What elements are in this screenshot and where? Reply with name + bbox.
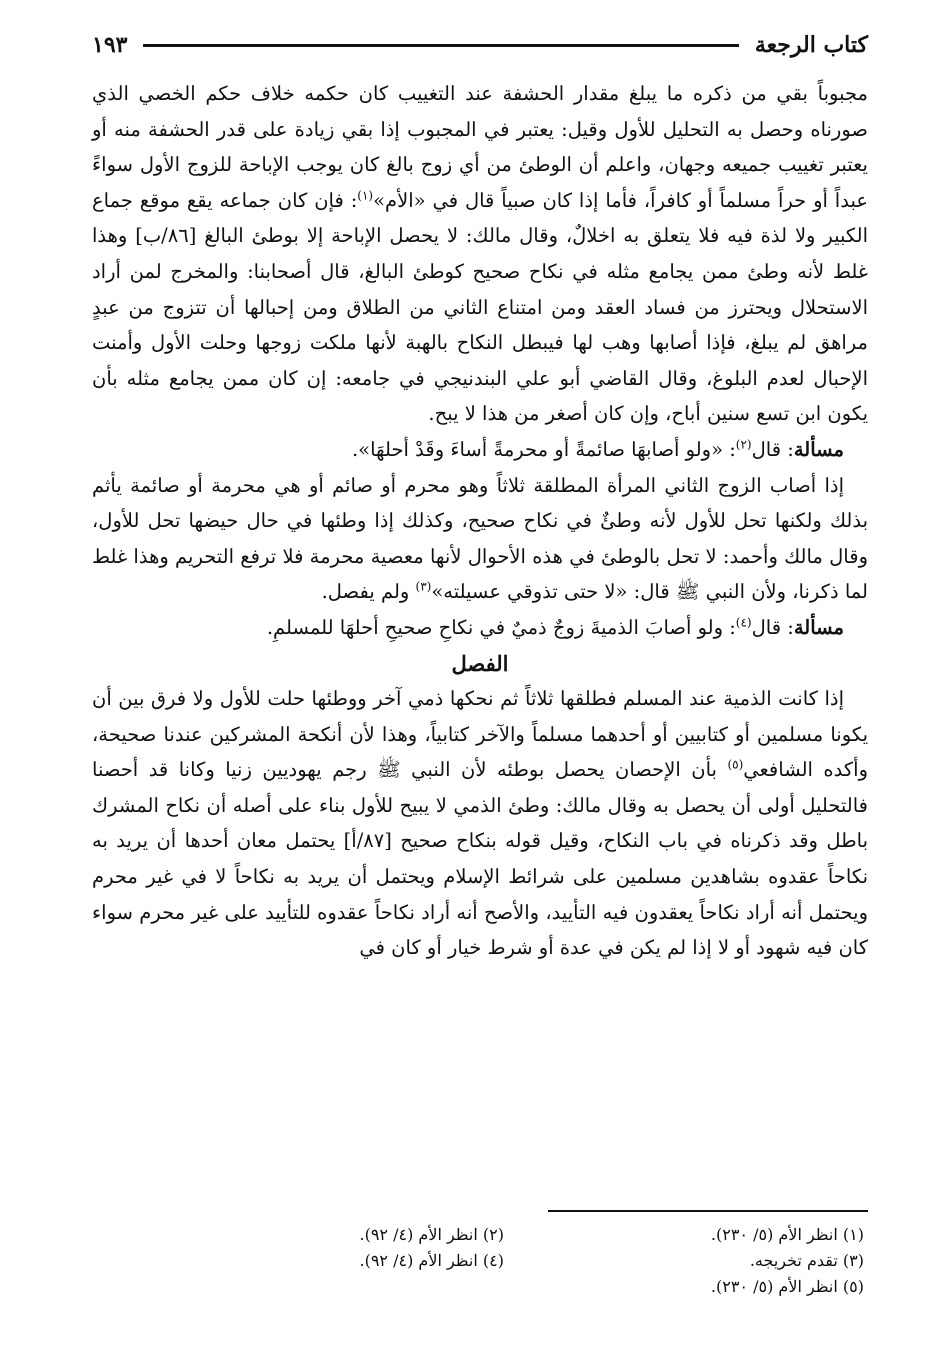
footnote-separator xyxy=(548,1210,868,1212)
footnote-2: (٢) انظر الأم (٤/ ٩٢). xyxy=(359,1225,504,1244)
header-rule xyxy=(143,44,738,47)
paragraph-1-text: مجبوباً بقي من ذكره ما يبلغ مقدار الحشفة عند التغييب كان حكمه خلاف حكم الخصي الذي صورناه وحصل به التحليل للأول وقيل: يعتبر في المجبوب إذا بقي زيادة على قدر الحشفة منه أو يعتبر تغييب جميعه وجهان، واعلم أن الوطئ من أي زوج بالغ كان يوجب الإباحة للزوج الأول سواءً عبداً أو حراً مسلماً أو كافراً، فأما إذا كان صبياً قال في «الأم» xyxy=(92,82,868,212)
masala-2-text-a: : قال xyxy=(751,615,794,639)
footnote-4: (٤) انظر الأم (٤/ ٩٢). xyxy=(359,1251,504,1270)
masala-2-text-b: : ولو أصابَ الذميةَ زوجٌ ذميٌ في نكاحِ صحيحِ أحلهَا للمسلمِ. xyxy=(266,615,736,639)
header-title: كتاب الرجعة xyxy=(754,32,868,58)
paragraph-2 xyxy=(92,468,868,610)
section-title: الفصل xyxy=(451,650,509,676)
masala-1-label: مسألة xyxy=(793,437,844,461)
footnote-1: (١) انظر الأم (٥/ ٢٣٠). xyxy=(710,1225,864,1244)
masala-1-text-b: : «ولو أصابهَا صائمةً أو محرمةً أساءَ وقَدْ أحلهَا». xyxy=(351,437,736,461)
masala-2-label: مسألة xyxy=(793,615,844,639)
footnote-3: (٣) تقدم تخريجه. xyxy=(749,1251,864,1270)
paragraph-2-text: إذا أصاب الزوج الثاني المرأة المطلقة ثلاثاً وهو محرم أو صائم أو هي محرمة أو صائمة يأثم بذلك ولكنها تحل للأول لأنه وطئٌ في نكاح صحيح، وكذلك إذا وطئها في حال حيضها تحل للأول، وقال مالك وأحمد: لا تحل بالوطئ في هذه الأحوال لأنها معصية محرمة فلا ترفع التحريم وهذا غلط لما ذكرنا، ولأن النبي ﷺ قال: «لا حتى تذوقي عسيلته» xyxy=(92,473,868,604)
footnote-ref-3: (٣) xyxy=(415,579,432,594)
footnote-ref-5: (٥) xyxy=(727,757,744,772)
main-text xyxy=(92,76,868,966)
paragraph-2-text-cont: ولم يفصل. xyxy=(321,580,416,604)
masala-1-text-a: : قال xyxy=(751,437,794,461)
footnotes xyxy=(264,1222,864,1300)
paragraph-1-text-cont: : فإن كان جماعه يقع موقع جماع الكبير ولا لذة فيه فلا يتعلق به اخلالٌ، وقال مالك: لا يحصل الإباحة إلا بوطئ البالغ [٨٦/ب] وهذا غلط لأنه وطئ ممن يجامع مثله في نكاح صحيح كوطئ البالغ، قال أصحابنا: والمخرج لمن أراد الاستحلال ويحترز من فساد العقد ومن امتناع الثاني من الطلاق ومن إحبالها أن تتزوج من عبدٍ مراهق لم يبلغ، فإذا أصابها وهب لها فيبطل النكاح بالهبة لأنها ملكت زوجها وحلت الأول وأمنت الإحبال لعدم البلوغ، وقال القاضي أبو علي البندنيجي في جامعه: إن كان ممن يجامع مثله بأن يكون ابن تسع سنين أباح، وإن كان أصغر من هذا لا يبح. xyxy=(92,188,868,426)
paragraph-3-text: إذا كانت الذمية عند المسلم فطلقها ثلاثاً ثم نحكها ذمي آخر ووطئها حلت للأول ولا فرق بين أن يكونا مسلمين أو كتابيين أو أحدهما مسلماً والآخر كتابياً، وهذا لأن أنكحة المشركين عندنا صحيحة، وأكده الشافعي xyxy=(92,687,869,782)
masala-2 xyxy=(92,610,868,646)
footnote-ref-2: (٢) xyxy=(735,437,752,452)
paragraph-3-text-cont: بأن الإحصان يحصل بوطئه لأن النبي ﷺ رجم يهوديين زنيا وكانا قد أحصنا فالتحليل أولى أن يحصل به وقال مالك: وطئ الذمي لا يبيح للأول بناء على أصله أن نكاح المشرك باطل وقد ذكرناه في باب النكاح، وقيل قوله بنكاح صحيح [٨٧/أ] يحتمل معان أحدها أن يريد به نكاحاً عقدوه بشاهدين مسلمين على شرائط الإسلام ويحتمل أن يريد به نكاحاً لا في غير محرم ويحتمل أنه أراد نكاحاً يعقدون فيه التأييد، والأصح أنه أراد نكاحاً عقدوه للتأييد على غير محرم سواء كان فيه شهود أو لا إذا لم يكن في عدة أو شرط خيار أو كان في xyxy=(92,758,868,960)
footnote-ref-4: (٤) xyxy=(735,615,752,630)
footnote-ref-1: (١) xyxy=(357,188,374,203)
running-header xyxy=(92,28,868,62)
page-number: ١٩٣ xyxy=(92,32,128,58)
masala-1 xyxy=(92,432,868,468)
paragraph-3 xyxy=(92,681,868,966)
paragraph-1 xyxy=(92,76,868,432)
footnote-5: (٥) انظر الأم (٥/ ٢٣٠). xyxy=(710,1277,864,1296)
